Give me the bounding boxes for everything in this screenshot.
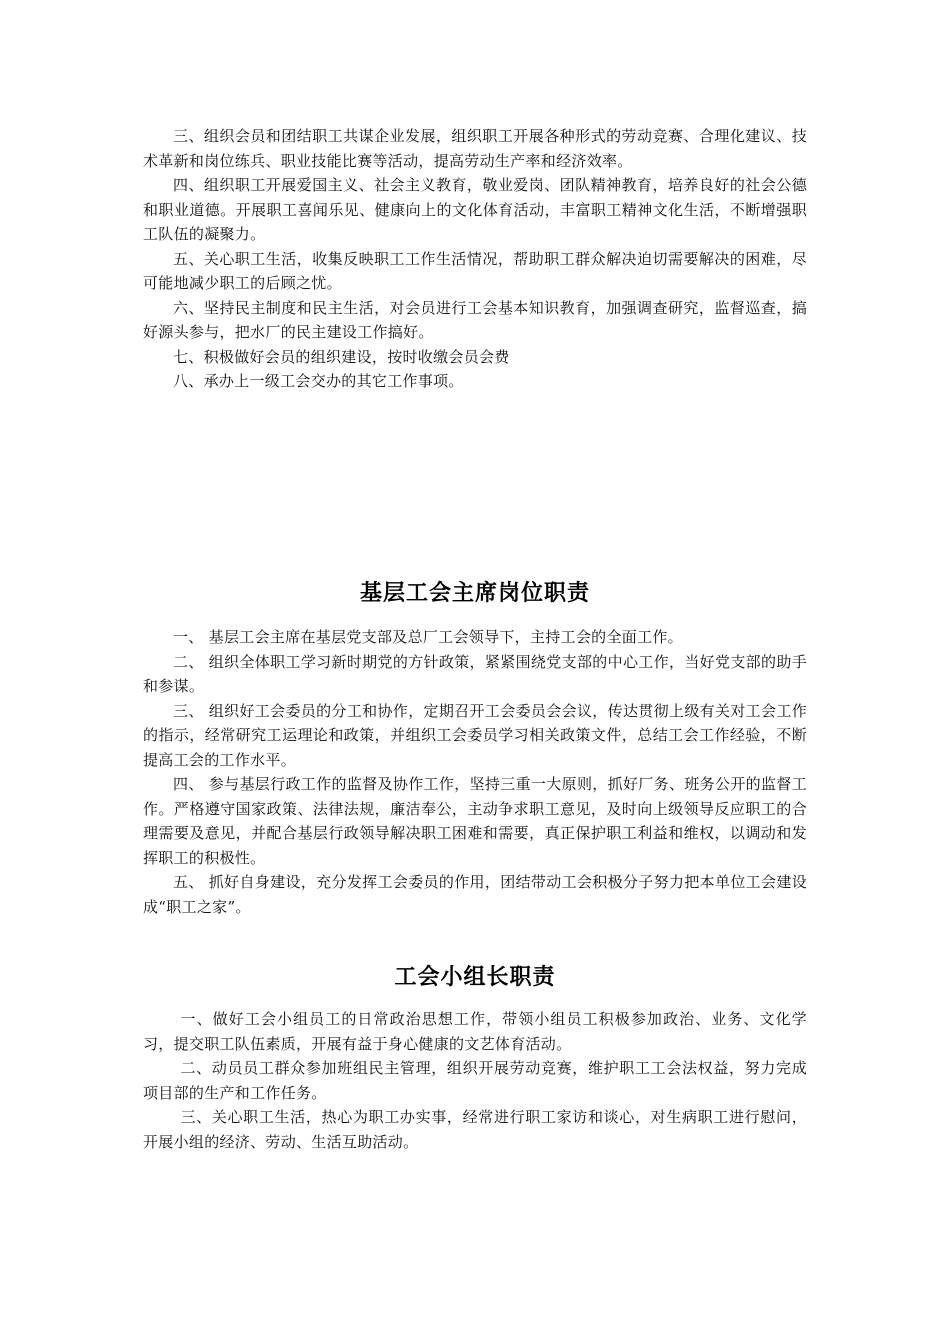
- paragraph: 一、 基层工会主席在基层党支部及总厂工会领导下，主持工会的全面工作。: [173, 628, 683, 646]
- paragraph: 三、组织会员和团结职工共谋企业发展，组织职工开展各种形式的劳动竞赛、合理化建议、技术革新和岗位练兵、职业技能比赛等活动，提高劳动生产率和经济效率。: [143, 127, 807, 170]
- paragraph: 三、 组织好工会委员的分工和协作，定期召开工会委员会会议，传达贯彻上级有关对工会工作的指示，经常研究工运理论和政策，并组织工会委员学习相关政策文件，总结工会工作经验，不断提高工会的工作水平。: [143, 701, 807, 769]
- paragraph: 四、 参与基层行政工作的监督及协作工作，坚持三重一大原则，抓好厂务、班务公开的监督工作。严格遵守国家政策、法律法规，廉洁奉公，主动争求职工意见，及时向上级领导反应职工的合理需要及意见，并配合基层行政领导解决职工困难和需要，真正保护职工利益和维权，以调动和发挥职工的积极性。: [143, 775, 807, 867]
- chairman-duties-section: [143, 576, 807, 919]
- paragraph: 一、做好工会小组员工的日常政治思想工作，带领小组员工积极参加政治、业务、文化学习，提交职工队伍素质，开展有益于身心健康的文艺体育活动。: [143, 1010, 807, 1053]
- section-title: 工会小组长职责: [394, 965, 556, 990]
- paragraph: 五、 抓好自身建设，充分发挥工会委员的作用，团结带动工会积极分子努力把本单位工会建设成“职工之家”。: [143, 873, 807, 916]
- duties-list-continued: [143, 124, 807, 394]
- paragraph: 六、坚持民主制度和民主生活，对会员进行工会基本知识教育，加强调查研究，监督巡查，搞好源头参与，把水厂的民主建设工作搞好。: [143, 298, 807, 341]
- paragraph: 二、动员员工群众参加班组民主管理，组织开展劳动竞赛，维护职工工会法权益，努力完成项目部的生产和工作任务。: [143, 1059, 807, 1102]
- section-title: 基层工会主席岗位职责: [359, 581, 590, 606]
- group-leader-duties-section: [143, 960, 807, 1154]
- paragraph: 四、组织职工开展爱国主义、社会主义教育，敬业爱岗、团队精神教育，培养良好的社会公德和职业道德。开展职工喜闻乐见、健康向上的文化体育活动，丰富职工精神文化生活，不断增强职工队伍的凝聚力。: [143, 176, 807, 243]
- paragraph: 二、 组织全体职工学习新时期党的方针政策，紧紧围绕党支部的中心工作，当好党支部的助手和参谋。: [143, 652, 807, 695]
- paragraph: 七、积极做好会员的组织建设，按时收缴会员会费: [173, 347, 510, 366]
- paragraph: 五、关心职工生活，收集反映职工工作生活情况，帮助职工群众解决迫切需要解决的困难，尽可能地减少职工的后顾之忧。: [143, 249, 807, 292]
- paragraph: 八、承办上一级工会交办的其它工作事项。: [173, 372, 464, 390]
- paragraph: 三、关心职工生活，热心为职工办实事，经常进行职工家访和谈心，对生病职工进行慰问，开展小组的经济、劳动、生活互助活动。: [143, 1108, 807, 1151]
